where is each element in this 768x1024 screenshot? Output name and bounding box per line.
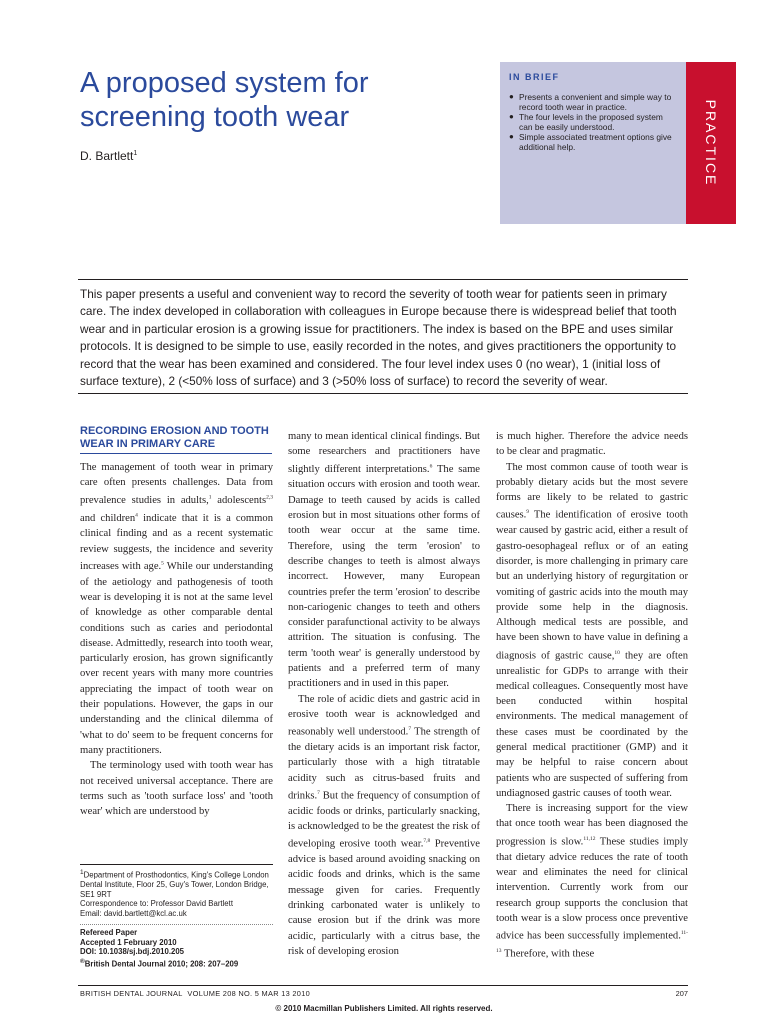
body-column-1 (80, 460, 273, 819)
affiliation-address: $^1$Department of Prosthodontics, King's College London Dental Institute, Floor 25, Guy's Tower, London Bridge, SE1 9RT (80, 869, 269, 899)
body-column-3 (496, 429, 688, 962)
section-heading: RECORDING EROSION AND TOOTH WEAR IN PRIMARY CARE (80, 425, 269, 450)
refereed-rule (80, 924, 273, 925)
correspondence: Correspondence to: Professor David Bartlett (80, 899, 233, 909)
page-number: 207 (675, 989, 688, 998)
body-paragraph: There is increasing support for the view that once tooth wear has been diagnosed the progression is slow.$^{11,12}$ These studies imply that dietary advice reduces the rate of tooth wear and eliminates the need for clinical intervention. Currently work from our research group supports the conclusion that tooth wear is a slow process once preventive advice has been successfully implemented.$^{11-13}$ Therefore, with these (496, 803, 688, 960)
in-brief-item-text: The four levels in the proposed system can be easily understood. (519, 112, 663, 132)
body-paragraph: The most common cause of tooth wear is probably dietary acids but the most severe forms are likely to be related to gastric causes.$^9$ The identification of erosive tooth wear caused by gastric acid, either a result of gastro-oesophageal reflux or of an eating disorder, is more challenging in primary care but an underlying history of regurgitation or vomiting of gastric acids into the mouth may provide some help in the diagnosis. Although medical tests are possible, and have been shown to have value in defining a diagnosis of gastric cause,$^{10}$ they are often unrealistic for GDPs to arrange with their medical colleagues. Consequently most have been conducted within hospital environments. The medical management of these cases must be coordinated by the general medical practitioner (GMP) and it may be helpful to raise concern about patients who are suspected of suffering from undiagnosed gastric causes of tooth wear. (496, 461, 688, 799)
body-column-2 (288, 429, 480, 959)
affiliation-footnote (80, 868, 280, 919)
citation: ®British Dental Journal 2010; 208: 207–209 (80, 957, 239, 969)
journal-issue: VOLUME 208 NO. 5 MAR 13 2010 (187, 989, 311, 998)
email: Email: david.bartlett@kcl.ac.uk (80, 908, 187, 918)
in-brief-heading: IN BRIEF (509, 72, 560, 82)
body-paragraph: The role of acidic diets and gastric acid in erosive tooth wear is acknowledged and reasonably well understood.$^7$ The strength of the dietary acids is an important risk factor, particularly those with a high titratable acidity such as citrus-based fruits and drinks.$^7$ But the frequency of consumption of acidic foods or drinks, particularly snacking, is acknowledged to be the greatest the risk of developing erosive tooth wear.$^{7,8}$ Preventive advice is based around avoiding snacking on acidic foods and drinks, which is the same message given for caries. Frequently drinking carbonated water is unlikely to cause erosion but if the drink was more acidic, particularly with a citrus base, the risk of developing erosion (288, 693, 480, 957)
body-paragraph: The terminology used with tooth wear has not received universal acceptance. There are terms such as 'tooth surface loss' and 'tooth wear' which are understood by (80, 760, 273, 818)
in-brief-item-text: Presents a convenient and simple way to record tooth wear in practice. (519, 92, 672, 112)
article-title: A proposed system for screening tooth wear (80, 67, 369, 133)
bullet-icon: ● (509, 112, 514, 121)
footer-rule (78, 985, 688, 986)
section-heading-rule (80, 453, 272, 454)
author-line (80, 149, 137, 163)
abstract-top-rule (78, 279, 688, 280)
section-tab-label: PRACTICE (703, 99, 719, 187)
bullet-icon: ● (509, 132, 514, 141)
accepted-date: Accepted 1 February 2010 (80, 937, 177, 947)
copyright-notice: © 2010 Macmillan Publishers Limited. All rights reserved. (275, 1004, 493, 1013)
in-brief-box (500, 62, 686, 224)
in-brief-item-text: Simple associated treatment options give additional help. (519, 132, 672, 152)
bullet-icon: ● (509, 92, 514, 101)
in-brief-list (509, 92, 676, 152)
journal-name: BRITISH DENTAL JOURNAL (80, 989, 183, 998)
body-paragraph: The management of tooth wear in primary care often presents challenges. Data from prevalence studies in adults,$^1$ adolescents$^{2,3}$ and children$^4$ indicate that it is a common clinical finding and as a recent systematic review suggests, the incidence and severity increases with age.$^5$ While our understanding of the aetiology and pathogenesis of tooth wear is developing it is not at the same level of knowledge as other comparable dental conditions such as caries and periodontal disease. Admittedly, research into tooth wear, particularly erosion, has grown significantly over recent years with many more countries appreciating the impact of tooth wear on their populations. However, the gaps in our understanding and the clinical dilemma of 'what to do' seem to be frequent concerns for many practitioners. (80, 462, 273, 756)
author-name: D. Bartlett (80, 149, 134, 163)
journal-footer (80, 989, 310, 998)
section-tab (686, 62, 736, 224)
in-brief-item (509, 92, 676, 112)
in-brief-item (509, 112, 676, 132)
refereed-label: Refereed Paper (80, 928, 138, 937)
body-paragraph: many to mean identical clinical findings. But some researchers and practitioners have slightly different interpretations.$^6$ The same situation occurs with erosion and tooth wear. Damage to teeth caused by acids is called erosion but in most situations other forms of tooth wear occur at the same time. Therefore, using the term 'erosion' to describe changes to teeth is almost always incorrect. However, many European countries prefer the term 'erosion' to describe non-cariogenic changes to teeth and others consider parafunctional activity to be always attrition. The situation is confusing. The term 'tooth wear' is generally understood by patients and a preferred term of many practitioners and in used in this paper. (288, 431, 481, 690)
in-brief-item (509, 132, 676, 152)
author-affiliation-mark: 1 (133, 150, 138, 157)
abstract: This paper presents a useful and convenient way to record the severity of tooth wear for patients seen in primary care. The index developed in collaboration with colleagues in Europe because there is widespread belief that tooth wear and in particular erosion is a growing issue for practitioners. The index is based on the BPE and uses similar protocols. It is designed to be simple to use, easily recorded in the notes, and gives practitioners the opportunity to record that the wear has been examined and considered. The four level index uses 0 (no wear), 1 (initial loss of surface texture), 2 (<50% loss of surface) and 3 (>50% loss of surface) to record the severity of wear. (80, 287, 677, 389)
body-paragraph: is much higher. Therefore the advice needs to be clear and pragmatic. (496, 431, 688, 458)
doi: DOI: 10.1038/sj.bdj.2010.205 (80, 947, 185, 957)
refereed-info (80, 928, 280, 969)
abstract-bottom-rule (78, 393, 688, 394)
footnote-rule (80, 864, 273, 865)
